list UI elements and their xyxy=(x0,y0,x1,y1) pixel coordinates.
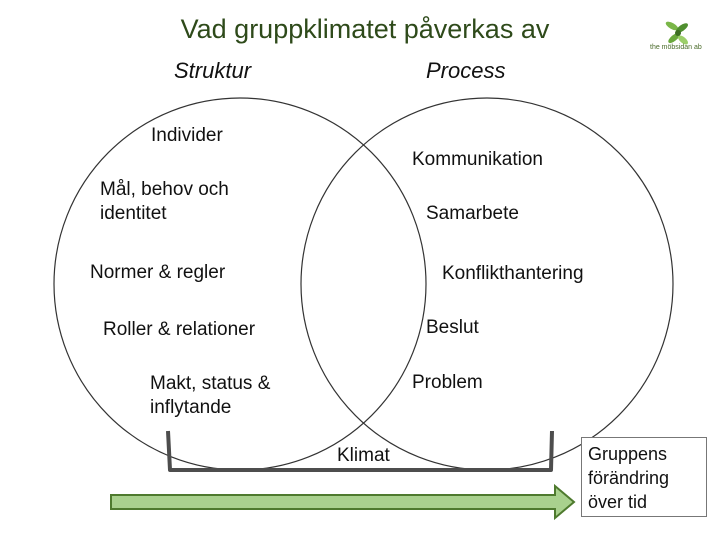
right-item-konflikthantering: Konflikthantering xyxy=(442,263,584,284)
left-item-mal-behov: Mål, behov och identitet xyxy=(100,179,229,224)
left-item-makt: Makt, status & inflytande xyxy=(150,373,271,418)
left-item-normer: Normer & regler xyxy=(90,262,226,283)
heading-struktur: Struktur xyxy=(174,58,252,83)
right-item-problem: Problem xyxy=(412,372,483,393)
center-label-klimat: Klimat xyxy=(337,445,390,466)
right-item-beslut: Beslut xyxy=(426,317,479,338)
left-item-roller: Roller & relationer xyxy=(103,319,256,340)
left-item-individer: Individer xyxy=(151,125,223,146)
logo-text: the möbsidan ab xyxy=(650,44,702,51)
heading-process: Process xyxy=(426,58,506,83)
right-item-kommunikation: Kommunikation xyxy=(412,149,543,170)
right-item-samarbete: Samarbete xyxy=(426,203,519,224)
change-arrow xyxy=(111,486,574,518)
change-over-time-box: Gruppens förändring över tid xyxy=(581,437,707,517)
page-title: Vad gruppklimatet påverkas av xyxy=(180,14,550,44)
